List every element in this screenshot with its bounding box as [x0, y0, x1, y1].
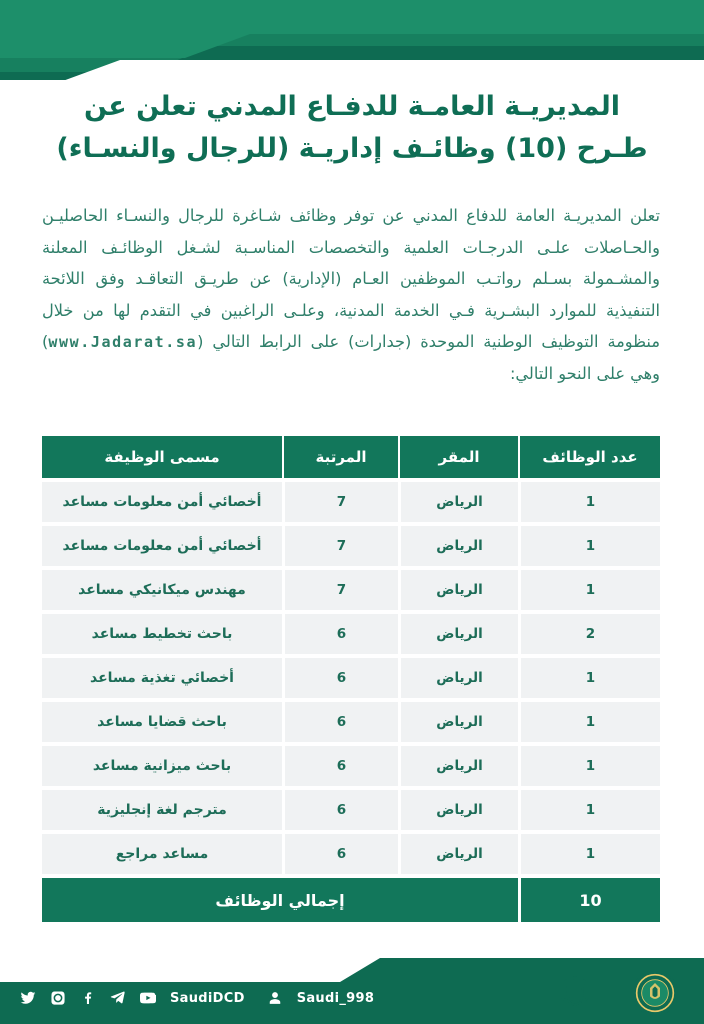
cell-rank: 6 — [282, 746, 398, 786]
jobs-table — [42, 432, 660, 926]
announcement-paragraph — [42, 200, 660, 390]
table-row — [42, 526, 660, 566]
paragraph-part-2: ) وهي على النحو التالي: — [42, 332, 660, 383]
table-row — [42, 790, 660, 830]
ministry-of-interior-emblem-icon — [552, 970, 598, 1016]
total-count: 10 — [518, 878, 660, 922]
footer-social-bar — [18, 988, 374, 1008]
table-body — [42, 482, 660, 874]
jadarat-link[interactable]: www.Jadarat.sa — [48, 333, 198, 352]
cell-place: الرياض — [398, 570, 518, 610]
cell-rank: 6 — [282, 702, 398, 742]
cell-rank: 6 — [282, 834, 398, 874]
page-title: المديريـة العامـة للدفـاع المدني تعلن عن طـرح (10) وظائـف إداريـة (للرجال والنسـاء) — [56, 91, 648, 164]
cell-place: الرياض — [398, 614, 518, 654]
header-count: عدد الوظائف — [518, 436, 660, 478]
table-row — [42, 614, 660, 654]
telegram-icon[interactable] — [108, 988, 128, 1008]
cell-title: أخصائي أمن معلومات مساعد — [42, 526, 282, 566]
cell-count: 1 — [518, 526, 660, 566]
cell-place: الرياض — [398, 746, 518, 786]
footer-logos — [552, 970, 678, 1016]
header-rank: المرتبة — [282, 436, 398, 478]
table-row — [42, 570, 660, 610]
cell-title: أخصائي أمن معلومات مساعد — [42, 482, 282, 522]
table-header-row — [42, 436, 660, 478]
cell-title: باحث ميزانية مساعد — [42, 746, 282, 786]
cell-place: الرياض — [398, 702, 518, 742]
cell-rank: 6 — [282, 790, 398, 830]
facebook-icon[interactable] — [78, 988, 98, 1008]
header-place: المقر — [398, 436, 518, 478]
cell-rank: 7 — [282, 570, 398, 610]
cell-title: مهندس ميكانيكي مساعد — [42, 570, 282, 610]
cell-count: 1 — [518, 746, 660, 786]
table-row — [42, 746, 660, 786]
cell-count: 1 — [518, 834, 660, 874]
user-icon — [265, 988, 285, 1008]
jobs-table-wrapper — [42, 432, 660, 926]
social-handle-main[interactable]: SaudiDCD — [170, 990, 245, 1006]
cell-count: 1 — [518, 702, 660, 742]
table-foot — [42, 878, 660, 922]
table-row — [42, 658, 660, 698]
footer — [0, 938, 704, 1024]
cell-place: الرياض — [398, 658, 518, 698]
cell-title: مترجم لغة إنجليزية — [42, 790, 282, 830]
twitter-icon[interactable] — [18, 988, 38, 1008]
table-row — [42, 834, 660, 874]
cell-count: 1 — [518, 790, 660, 830]
cell-rank: 7 — [282, 482, 398, 522]
cell-rank: 7 — [282, 526, 398, 566]
cell-place: الرياض — [398, 526, 518, 566]
instagram-icon[interactable] — [48, 988, 68, 1008]
cell-count: 1 — [518, 482, 660, 522]
cell-count: 1 — [518, 658, 660, 698]
civil-defense-logo-icon — [632, 970, 678, 1016]
cell-rank: 6 — [282, 658, 398, 698]
cell-title: مساعد مراجع — [42, 834, 282, 874]
table-row — [42, 482, 660, 522]
cell-title: أخصائي تغذية مساعد — [42, 658, 282, 698]
youtube-icon[interactable] — [138, 988, 158, 1008]
cell-count: 1 — [518, 570, 660, 610]
table-total-row — [42, 878, 660, 922]
header-title: مسمى الوظيفة — [42, 436, 282, 478]
cell-place: الرياض — [398, 482, 518, 522]
cell-title: باحث تخطيط مساعد — [42, 614, 282, 654]
social-handle-secondary[interactable]: Saudi_998 — [296, 990, 375, 1006]
cell-place: الرياض — [398, 834, 518, 874]
total-label: إجمالي الوظائف — [42, 878, 518, 922]
top-decoration-bar — [0, 0, 704, 80]
cell-rank: 6 — [282, 614, 398, 654]
cell-title: باحث قضايا مساعد — [42, 702, 282, 742]
cell-count: 2 — [518, 614, 660, 654]
cell-place: الرياض — [398, 790, 518, 830]
paragraph-part-1: تعلن المديريـة العامة للدفاع المدني عن توفر وظائف شـاغرة للرجال والنسـاء الحاصليـن والحـاصلات علـى الدرجـات العلمية والتخصصات المناسـبة لشـغل الوظائـف المعلنة والمشـمولة بسـلم رواتـب الموظفين العـام (الإدارية) عن طريـق التعاقـد وفق اللائحة التنفيذية للموارد البشـرية فـي الخدمة المدنية، وعلـى الراغبين في التقدم لها من خلال منظومة التوظيف الوطنية الموحدة (جدارات) على الرابط التالي ( — [42, 206, 660, 352]
table-row — [42, 702, 660, 742]
table-head — [42, 436, 660, 478]
